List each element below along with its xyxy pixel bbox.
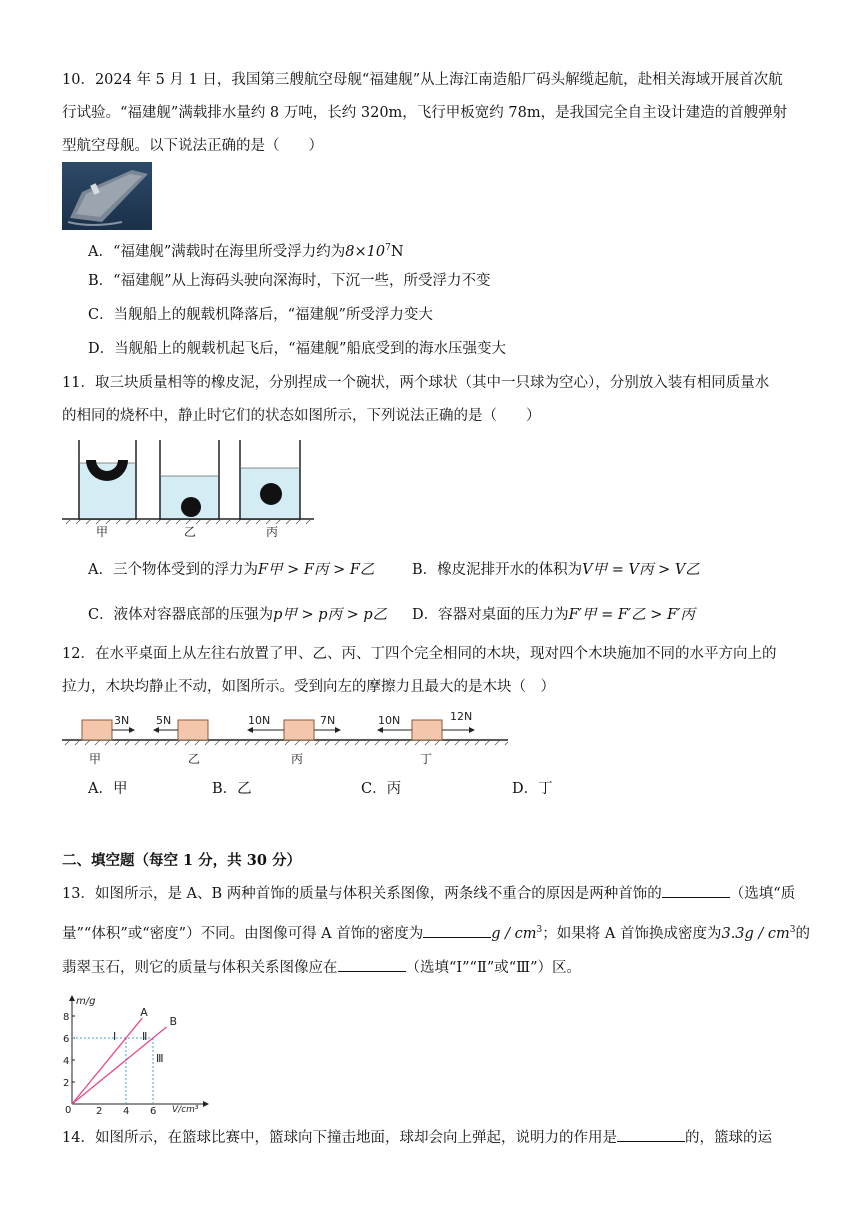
block-yi — [178, 720, 208, 740]
y-axis-label: m/g — [76, 996, 96, 1007]
beaker-label-jia: 甲 — [96, 525, 109, 539]
region-label-i: Ⅰ — [113, 1030, 117, 1043]
beaker-bing — [240, 440, 300, 519]
q12-option-d: D．丁 — [512, 781, 553, 797]
force-yi-left: 5N — [156, 714, 172, 727]
beaker-yi — [160, 440, 219, 519]
q11-option-d: D．容器对桌面的压力为F′甲 = F′乙 > F′丙 — [412, 607, 695, 623]
q11-option-a: A．三个物体受到的浮力为F甲 > F丙 > F乙 — [88, 562, 375, 578]
q10-option-b: B．“福建舰”从上海码头驶向深海时，下沉一些，所受浮力不变 — [88, 273, 491, 289]
block-ding — [412, 720, 442, 740]
q11-stem-line2: 的相同的烧杯中，静止时它们的状态如图所示，下列说法正确的是（ ） — [62, 408, 541, 424]
q12-option-b: B．乙 — [212, 781, 252, 797]
q13-line3: 翡翠玉石，则它的质量与体积关系图像应在 （选填“Ⅰ”“Ⅱ”或“Ⅲ”）区。 — [62, 957, 820, 978]
q10-option-d: D．当舰船上的舰载机起飞后，“福建舰”船底受到的海水压强变大 — [88, 341, 506, 357]
y-tick-8: 8 — [63, 1012, 70, 1023]
q12-option-a: A．甲 — [88, 781, 128, 797]
origin-label: 0 — [65, 1105, 72, 1114]
x-axis-label: V/cm³ — [172, 1105, 199, 1114]
carrier-photo — [62, 162, 152, 230]
beaker-jia — [79, 440, 136, 519]
x-tick-4: 4 — [123, 1106, 130, 1114]
q10-stem-line2: 行试验。“福建舰”满载排水量约 8 万吨，长约 320m，飞行甲板宽约 78m，是我国完全自主设计建造的首艘弹射 — [62, 105, 788, 121]
x-tick-6: 6 — [150, 1106, 157, 1114]
block-bing — [284, 720, 314, 740]
force-ding-left: 10N — [378, 714, 401, 727]
q13-blank-1[interactable] — [662, 883, 730, 898]
q12-stem-line1: 12．在水平桌面上从左往右放置了甲、乙、丙、丁四个完全相同的木块，现对四个木块施加不同的水平方向上的 — [62, 646, 777, 662]
q13-line1: 13．如图所示，是 A、B 两种首饰的质量与体积关系图像，两条线不重合的原因是两种首饰的 （选填“质 — [62, 883, 820, 904]
y-tick-4: 4 — [63, 1056, 70, 1067]
q14-line1: 14．如图所示，在篮球比赛中，篮球向下撞击地面，球却会向上弹起，说明力的作用是 的，篮球的运 — [62, 1127, 820, 1148]
q10-option-a: A．“福建舰”满载时在海里所受浮力约为$8\times 10^7N$ — [88, 243, 404, 260]
section-title: 二、填空题（每空 1 分，共 30 分） — [62, 852, 301, 869]
series-label-B: B — [169, 1015, 178, 1028]
q10-stem-line1: 10．2024 年 5 月 1 日，我国第三艘航空母舰“福建舰”从上海江南造船厂码头解缆起航，赴相关海域开展首次航 — [62, 72, 783, 88]
q10-stem-line3: 型航空母舰。以下说法正确的是（ ） — [62, 138, 323, 154]
q12-stem-line2: 拉力，木块均静止不动，如图所示。受到向左的摩擦力且最大的是木块（ ） — [62, 679, 555, 695]
block-label-bing: 丙 — [291, 752, 304, 766]
q11-stem-line1: 11．取三块质量相等的橡皮泥，分别捏成一个碗状，两个球状（其中一只球为空心），分别放入装有相同质量水 — [62, 375, 770, 391]
force-jia-right: 3N — [114, 714, 130, 727]
q13-blank-2[interactable] — [423, 923, 491, 938]
block-label-ding: 丁 — [420, 752, 433, 766]
q11-beaker-figure — [62, 436, 322, 540]
q13-line2: 量”“体积”或“密度”）不同。由图像可得 A 首饰的密度为 g / $cm^3$；如果将 A 首饰换成密度为$3.3g / cm^3$的 — [62, 920, 820, 944]
q12-option-c: C．丙 — [361, 781, 402, 797]
q11-option-b: B．橡皮泥排开水的体积为V甲 = V丙 > V乙 — [412, 562, 700, 578]
series-label-A: A — [140, 1006, 148, 1020]
y-tick-2: 2 — [63, 1078, 70, 1089]
region-label-iii: Ⅲ — [156, 1052, 164, 1065]
q11-option-c: C．液体对容器底部的压强为p甲 > p丙 > p乙 — [88, 607, 388, 623]
x-tick-2: 2 — [96, 1106, 103, 1114]
block-jia — [82, 720, 112, 740]
y-tick-6: 6 — [63, 1034, 70, 1045]
block-label-jia: 甲 — [89, 752, 102, 766]
beaker-label-bing: 丙 — [266, 525, 279, 539]
force-bing-right: 7N — [320, 714, 336, 727]
q12-blocks-figure — [62, 705, 512, 769]
series-line-A — [72, 1018, 142, 1104]
beaker-label-yi: 乙 — [184, 525, 197, 539]
q13-blank-3[interactable] — [338, 957, 406, 972]
q14-blank-1[interactable] — [617, 1127, 685, 1142]
block-label-yi: 乙 — [188, 752, 201, 766]
force-ding-right: 12N — [450, 710, 473, 723]
region-label-ii: Ⅱ — [142, 1030, 148, 1043]
series-line-B — [72, 1027, 167, 1104]
q10-option-c: C．当舰船上的舰载机降落后，“福建舰”所受浮力变大 — [88, 307, 433, 323]
q13-mass-volume-graph — [58, 988, 218, 1114]
force-bing-left: 10N — [248, 714, 271, 727]
